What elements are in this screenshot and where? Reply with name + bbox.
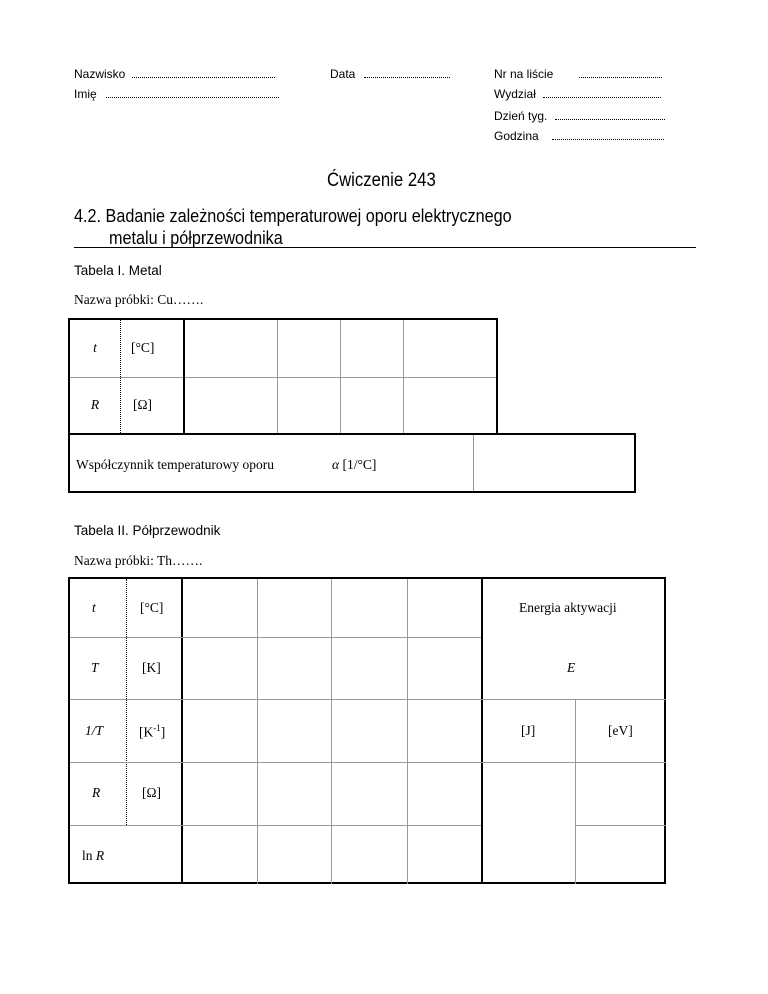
table1-cell[interactable]	[340, 377, 403, 434]
hour-label: Godzina	[494, 129, 539, 143]
table1-caption: Tabela I. Metal	[74, 263, 162, 278]
ln-R: R	[95, 848, 105, 863]
table1-symbol-t: t	[69, 319, 121, 377]
coefficient-label: Współczynnik temperaturowy oporu	[76, 457, 274, 472]
faculty-field[interactable]	[494, 87, 661, 101]
table2-hline	[70, 762, 481, 763]
table1-cell[interactable]	[403, 319, 497, 377]
table2-vline	[575, 699, 576, 884]
coefficient-unit: [1/°C]	[342, 457, 377, 472]
table1-row-r	[69, 377, 497, 434]
table2-semiconductor	[68, 577, 666, 884]
table2-vline	[407, 579, 408, 884]
table2-unit-celsius: [°C]	[140, 600, 164, 615]
first-name-label: Imię	[74, 87, 97, 101]
table1-cell[interactable]	[278, 319, 341, 377]
coefficient-symbol-unit	[332, 457, 376, 473]
activation-energy-label: Energia aktywacji	[519, 600, 617, 615]
table1-unit-ohm: [Ω]	[121, 377, 185, 434]
unit-superscript: -1	[153, 723, 161, 733]
faculty-label: Wydział	[494, 87, 536, 101]
date-field[interactable]	[330, 67, 450, 81]
activation-energy-symbol: E	[567, 660, 576, 675]
table1-cell[interactable]	[278, 377, 341, 434]
title-divider	[74, 247, 696, 248]
table1-unit-celsius: [°C]	[121, 319, 185, 377]
table1-symbol-r: R	[69, 377, 121, 434]
ln-prefix: ln	[82, 848, 96, 863]
table2-caption: Tabela II. Półprzewodnik	[74, 523, 221, 538]
table2-hline	[481, 762, 666, 763]
table2-hline	[481, 699, 666, 700]
table1-coefficient-box	[68, 433, 636, 493]
table1-sample-name: Nazwa próbki: Cu…….	[74, 292, 204, 307]
weekday-field[interactable]	[494, 109, 665, 123]
table1-cell[interactable]	[184, 377, 278, 434]
table2-vline	[331, 579, 332, 884]
table1-cell[interactable]	[184, 319, 278, 377]
section-title-line1: 4.2. Badanie zależności temperaturowej oporu elektrycznego	[74, 206, 512, 226]
surname-line[interactable]	[132, 76, 275, 78]
first-name-field[interactable]	[74, 87, 279, 101]
list-number-line[interactable]	[579, 76, 662, 78]
table2-unit-ohm: [Ω]	[142, 785, 162, 800]
surname-field[interactable]	[74, 67, 275, 81]
hour-field[interactable]	[494, 129, 664, 143]
table2-symbol-inverse-T: 1/T	[85, 723, 104, 738]
table2-hline	[70, 825, 481, 826]
table2-symbol-R: R	[92, 785, 101, 800]
weekday-line[interactable]	[555, 118, 665, 120]
hour-line[interactable]	[552, 138, 664, 140]
table2-vline	[126, 579, 127, 825]
table2-sample-name: Nazwa próbki: Th…….	[74, 553, 203, 568]
list-number-label: Nr na liście	[494, 67, 554, 81]
table2-vline	[181, 579, 183, 884]
unit-base: [K	[139, 724, 154, 740]
table1-cell[interactable]	[340, 319, 403, 377]
table2-unit-inverse-kelvin	[139, 723, 165, 741]
date-line[interactable]	[364, 76, 450, 78]
table1-cell[interactable]	[403, 377, 497, 434]
table2-vline	[257, 579, 258, 884]
list-number-field[interactable]	[494, 67, 662, 81]
table2-symbol-lnR	[82, 848, 104, 864]
unit-ev: [eV]	[608, 723, 633, 738]
unit-joule: [J]	[521, 723, 536, 738]
alpha-symbol: α	[332, 457, 340, 472]
table2-hline	[575, 825, 666, 826]
table2-symbol-T: T	[91, 660, 99, 675]
table2-symbol-t: t	[92, 600, 96, 615]
table2-unit-kelvin: [K]	[142, 660, 161, 675]
exercise-title: Ćwiczenie 243	[327, 170, 436, 191]
first-name-line[interactable]	[106, 96, 279, 98]
weekday-label: Dzień tyg.	[494, 109, 548, 123]
coefficient-value-cell[interactable]	[474, 435, 634, 491]
section-title-line2: metalu i półprzewodnika	[109, 228, 283, 248]
table2-hline	[70, 637, 481, 638]
faculty-line[interactable]	[543, 96, 661, 98]
table2-hline	[70, 699, 481, 700]
table1-row-t	[69, 319, 497, 377]
surname-label: Nazwisko	[74, 67, 126, 81]
unit-end: ]	[160, 724, 166, 740]
table2-vline	[481, 579, 483, 884]
table1-metal	[68, 318, 498, 435]
date-label: Data	[330, 67, 356, 81]
